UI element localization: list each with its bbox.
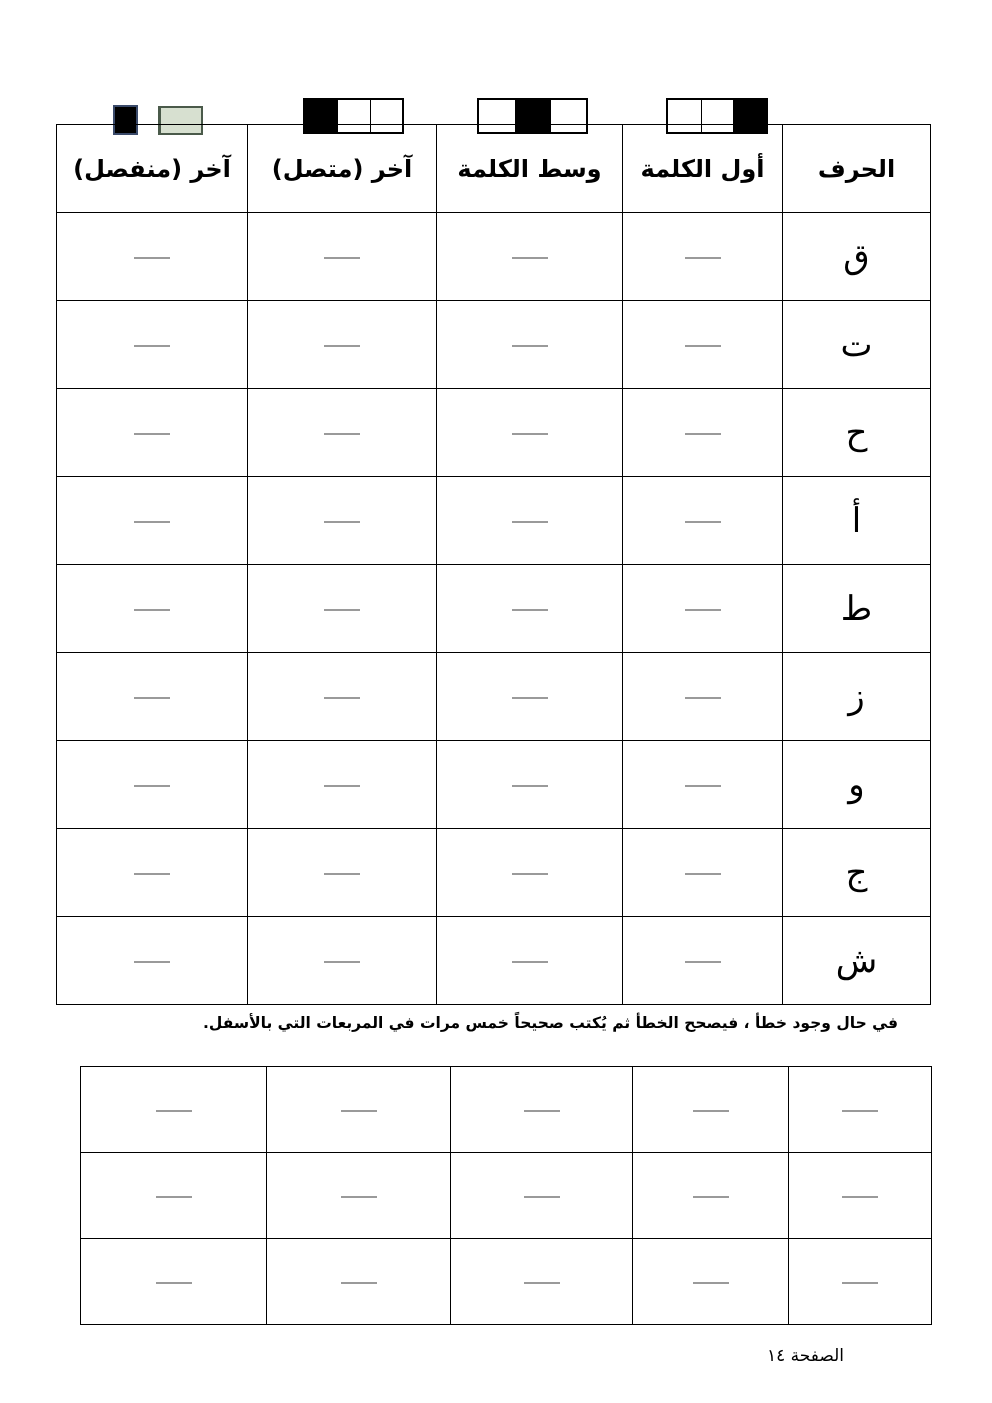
- dash-mark: [324, 345, 360, 347]
- dash-mark: [685, 609, 721, 611]
- table-row: [57, 213, 931, 301]
- dash-mark: [512, 257, 548, 259]
- practice-cell[interactable]: [267, 1067, 451, 1153]
- dash-mark: [134, 785, 170, 787]
- dash-mark: [341, 1110, 377, 1112]
- letter-cell: ج: [783, 829, 931, 917]
- writing-cell[interactable]: [57, 301, 248, 389]
- dash-mark: [324, 785, 360, 787]
- writing-cell[interactable]: [57, 213, 248, 301]
- dash-mark: [693, 1110, 729, 1112]
- practice-cell[interactable]: [451, 1067, 633, 1153]
- letters-table: [56, 124, 931, 1005]
- header-end-separate: آخر (منفصل): [57, 125, 248, 213]
- writing-cell[interactable]: [248, 829, 437, 917]
- practice-cell[interactable]: [267, 1153, 451, 1239]
- dash-mark: [156, 1282, 192, 1284]
- writing-cell[interactable]: [248, 301, 437, 389]
- dash-mark: [134, 873, 170, 875]
- dash-mark: [685, 345, 721, 347]
- dash-mark: [685, 521, 721, 523]
- writing-cell[interactable]: [623, 829, 783, 917]
- dash-mark: [512, 697, 548, 699]
- letter-cell: ت: [783, 301, 931, 389]
- dash-mark: [685, 257, 721, 259]
- writing-cell[interactable]: [57, 741, 248, 829]
- writing-cell[interactable]: [437, 829, 623, 917]
- header-beginning: أول الكلمة: [623, 125, 783, 213]
- table-row: [57, 653, 931, 741]
- practice-row: [81, 1153, 932, 1239]
- practice-cell[interactable]: [81, 1153, 267, 1239]
- dash-mark: [685, 785, 721, 787]
- writing-cell[interactable]: [437, 565, 623, 653]
- dash-mark: [324, 961, 360, 963]
- header-row: [57, 125, 931, 213]
- writing-cell[interactable]: [57, 389, 248, 477]
- writing-cell[interactable]: [248, 389, 437, 477]
- writing-cell[interactable]: [623, 653, 783, 741]
- dash-mark: [512, 521, 548, 523]
- table-row: [57, 565, 931, 653]
- writing-cell[interactable]: [437, 477, 623, 565]
- practice-cell[interactable]: [789, 1153, 932, 1239]
- dash-mark: [693, 1196, 729, 1198]
- dash-mark: [134, 433, 170, 435]
- table-row: [57, 917, 931, 1005]
- dash-mark: [324, 697, 360, 699]
- practice-cell[interactable]: [633, 1239, 789, 1325]
- letter-cell: ح: [783, 389, 931, 477]
- dash-mark: [512, 785, 548, 787]
- dash-mark: [685, 697, 721, 699]
- dash-mark: [512, 345, 548, 347]
- dash-mark: [524, 1196, 560, 1198]
- dash-mark: [324, 433, 360, 435]
- practice-cell[interactable]: [789, 1239, 932, 1325]
- writing-cell[interactable]: [248, 213, 437, 301]
- practice-cell[interactable]: [633, 1153, 789, 1239]
- practice-cell[interactable]: [81, 1067, 267, 1153]
- writing-cell[interactable]: [248, 565, 437, 653]
- practice-cell[interactable]: [267, 1239, 451, 1325]
- dash-mark: [156, 1110, 192, 1112]
- dash-mark: [524, 1282, 560, 1284]
- writing-cell[interactable]: [248, 741, 437, 829]
- practice-row: [81, 1239, 932, 1325]
- writing-cell[interactable]: [437, 301, 623, 389]
- dash-mark: [134, 609, 170, 611]
- table-row: [57, 741, 931, 829]
- practice-cell[interactable]: [633, 1067, 789, 1153]
- dash-mark: [842, 1196, 878, 1198]
- practice-cell[interactable]: [81, 1239, 267, 1325]
- writing-cell[interactable]: [437, 213, 623, 301]
- letter-cell: ز: [783, 653, 931, 741]
- writing-cell[interactable]: [623, 477, 783, 565]
- dash-mark: [512, 609, 548, 611]
- dash-mark: [134, 521, 170, 523]
- writing-cell[interactable]: [623, 741, 783, 829]
- practice-row: [81, 1067, 932, 1153]
- letter-cell: ق: [783, 213, 931, 301]
- dash-mark: [134, 257, 170, 259]
- page-number: الصفحة ١٤: [766, 1346, 844, 1366]
- practice-cell[interactable]: [789, 1067, 932, 1153]
- writing-cell[interactable]: [437, 917, 623, 1005]
- practice-cell[interactable]: [451, 1153, 633, 1239]
- writing-cell[interactable]: [437, 389, 623, 477]
- header-middle: وسط الكلمة: [437, 125, 623, 213]
- writing-cell[interactable]: [623, 389, 783, 477]
- writing-cell[interactable]: [57, 829, 248, 917]
- dash-mark: [324, 521, 360, 523]
- writing-cell[interactable]: [57, 917, 248, 1005]
- practice-cell[interactable]: [451, 1239, 633, 1325]
- practice-grid: [80, 1066, 932, 1325]
- letter-cell: ط: [783, 565, 931, 653]
- writing-cell[interactable]: [437, 741, 623, 829]
- writing-cell[interactable]: [248, 653, 437, 741]
- dash-mark: [512, 873, 548, 875]
- dash-mark: [134, 697, 170, 699]
- letter-cell: ش: [783, 917, 931, 1005]
- dash-mark: [685, 873, 721, 875]
- table-row: [57, 301, 931, 389]
- dash-mark: [341, 1282, 377, 1284]
- writing-cell[interactable]: [437, 653, 623, 741]
- writing-cell[interactable]: [57, 653, 248, 741]
- writing-cell[interactable]: [623, 213, 783, 301]
- dash-mark: [324, 257, 360, 259]
- table-row: [57, 477, 931, 565]
- dash-mark: [134, 345, 170, 347]
- dash-mark: [156, 1196, 192, 1198]
- letter-cell: أ: [783, 477, 931, 565]
- dash-mark: [324, 609, 360, 611]
- writing-cell[interactable]: [623, 301, 783, 389]
- table-row: [57, 829, 931, 917]
- dash-mark: [512, 961, 548, 963]
- table-row: [57, 389, 931, 477]
- header-letter: الحرف: [783, 125, 931, 213]
- writing-cell[interactable]: [57, 477, 248, 565]
- dash-mark: [693, 1282, 729, 1284]
- dash-mark: [842, 1110, 878, 1112]
- writing-cell[interactable]: [57, 565, 248, 653]
- writing-cell[interactable]: [623, 565, 783, 653]
- dash-mark: [512, 433, 548, 435]
- dash-mark: [341, 1196, 377, 1198]
- dash-mark: [842, 1282, 878, 1284]
- letter-cell: و: [783, 741, 931, 829]
- writing-cell[interactable]: [623, 917, 783, 1005]
- dash-mark: [524, 1110, 560, 1112]
- instruction-text: في حال وجود خطأ ، فيصحح الخطأ ثم يُكتب صحيحاً خمس مرات في المربعات التي بالأسفل.: [202, 1014, 898, 1032]
- dash-mark: [134, 961, 170, 963]
- dash-mark: [324, 873, 360, 875]
- dash-mark: [685, 961, 721, 963]
- writing-cell[interactable]: [248, 477, 437, 565]
- writing-cell[interactable]: [248, 917, 437, 1005]
- header-end-connected: آخر (متصل): [248, 125, 437, 213]
- dash-mark: [685, 433, 721, 435]
